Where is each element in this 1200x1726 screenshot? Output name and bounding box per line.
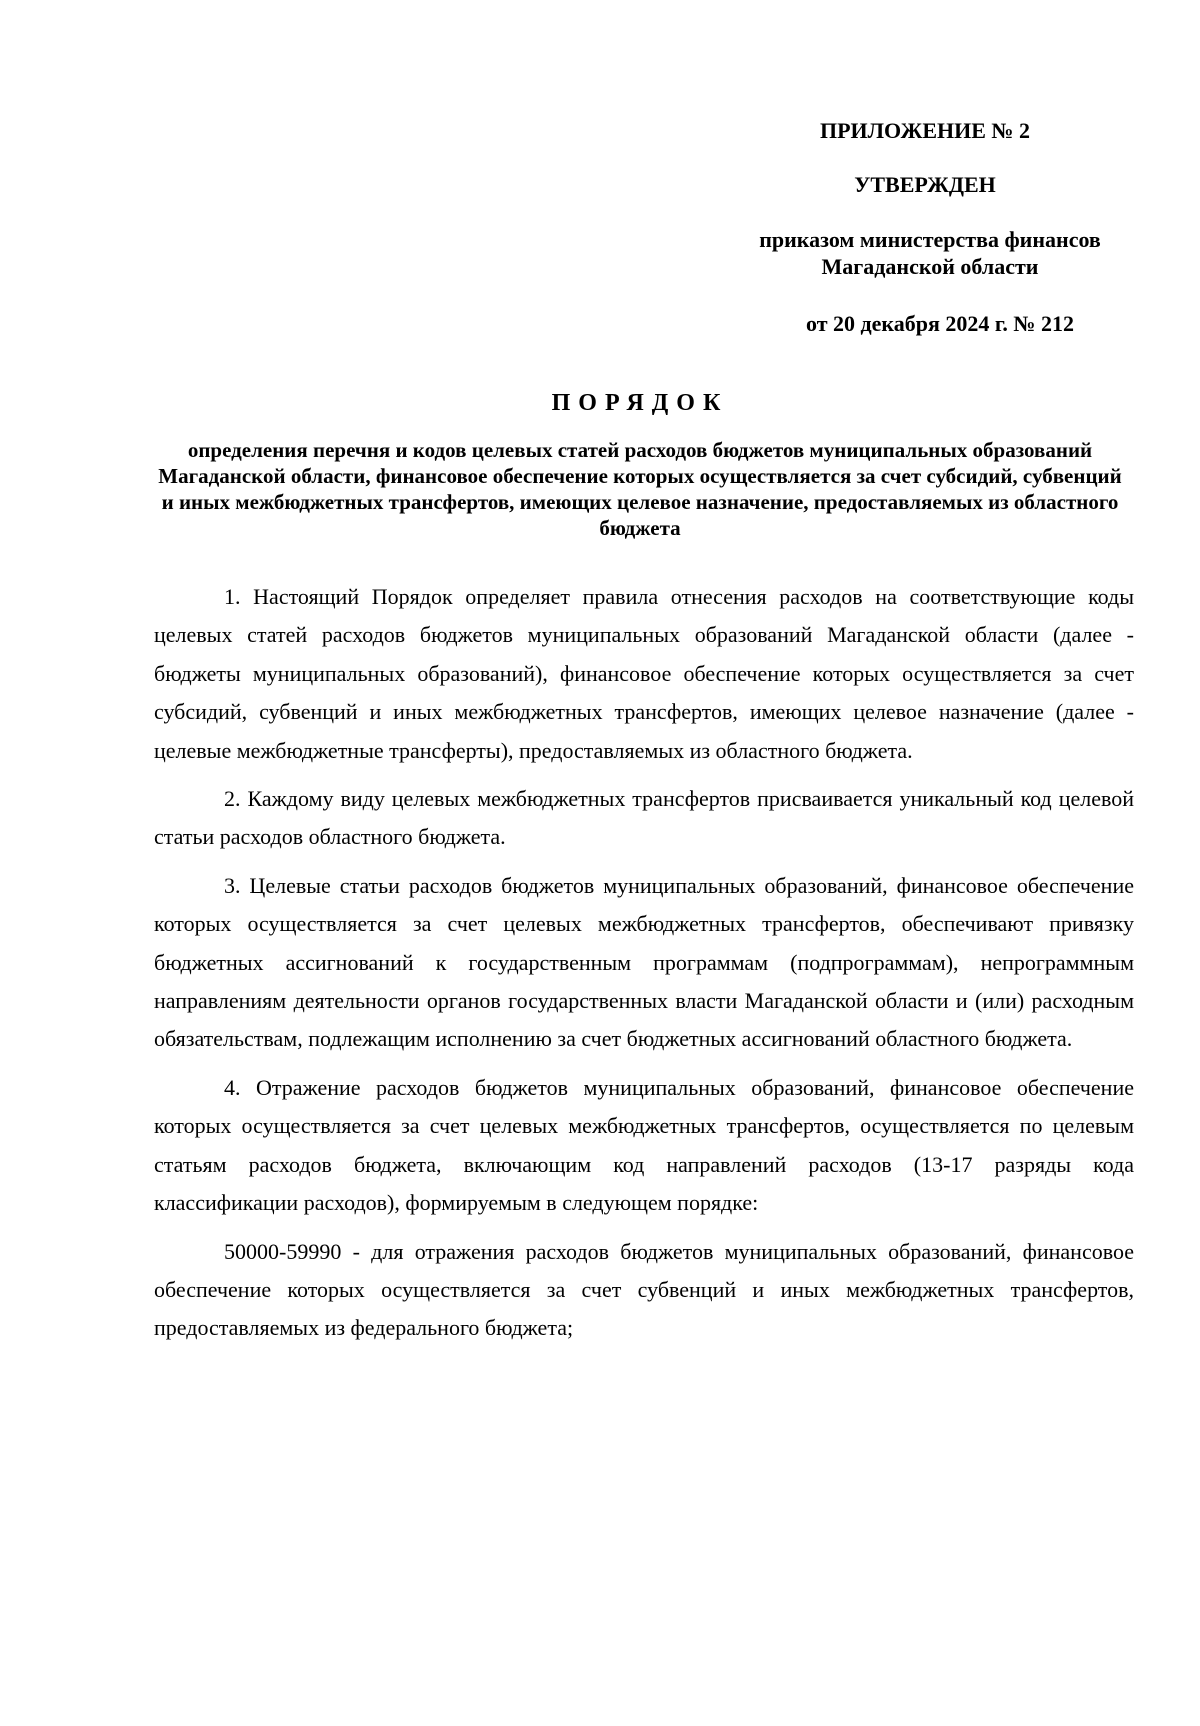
paragraph-4: 4. Отражение расходов бюджетов муниципальных образований, финансовое обеспечение которых осуществляется за счет целевых межбюджетных трансфертов, осуществляется по целевым статьям расходов бюджета, включающим код направлений расходов (13-17 разряды кода классификации расходов), формируемым в следующем порядке: bbox=[154, 1074, 1134, 1216]
paragraph-1: 1. Настоящий Порядок определяет правила отнесения расходов на соответствующие коды целевых статей расходов бюджетов муниципальных образований Магаданской области (далее - бюджеты муниципальных образований), финансовое обеспечение которых осуществляется за счет субсидий, субвенций и иных межбюджетных трансфертов, имеющих целевое назначение (далее - целевые межбюджетные трансферты), предоставляемых из областного бюджета. bbox=[154, 584, 1134, 763]
approval-order-date: от 20 декабря 2024 г. № 212 bbox=[805, 311, 1074, 336]
paragraph-3: 3. Целевые статьи расходов бюджетов муниципальных образований, финансовое обеспечение которых осуществляется за счет целевых межбюджетных трансфертов, обеспечивают привязку бюджетных ассигнований к государственным программам (подпрограммам), непрограммным направлениям деятельности органов государственных власти Магаданской области и (или) расходным обязательствам, подлежащим исполнению за счет бюджетных ассигнований областного бюджета. bbox=[154, 872, 1134, 1052]
paragraph-5: 50000-59990 - для отражения расходов бюджетов муниципальных образований, финансовое обеспечение которых осуществляется за счет субвенций и иных межбюджетных трансфертов, предоставляемых из федерального бюджета; bbox=[154, 1238, 1134, 1341]
document-title: ПОРЯДОК bbox=[551, 390, 729, 416]
approval-order: приказом министерства финансов Магаданской области bbox=[759, 227, 1101, 279]
paragraph-2: 2. Каждому виду целевых межбюджетных трансфертов присваивается уникальный код целевой статьи расходов областного бюджета. bbox=[154, 786, 1134, 850]
document-body bbox=[154, 578, 1134, 1358]
appendix-number: ПРИЛОЖЕНИЕ № 2 bbox=[819, 118, 1031, 143]
approved-label: УТВЕРЖДЕН bbox=[854, 172, 996, 197]
document-subtitle: определения перечня и кодов целевых статей расходов бюджетов муниципальных образований Магаданской области, финансовое обеспечение которых осуществляется за счет субсидий, субвенций и иных межбюджетных трансфертов, имеющих целевое назначение, предоставляемых из областного бюджета bbox=[158, 438, 1122, 540]
